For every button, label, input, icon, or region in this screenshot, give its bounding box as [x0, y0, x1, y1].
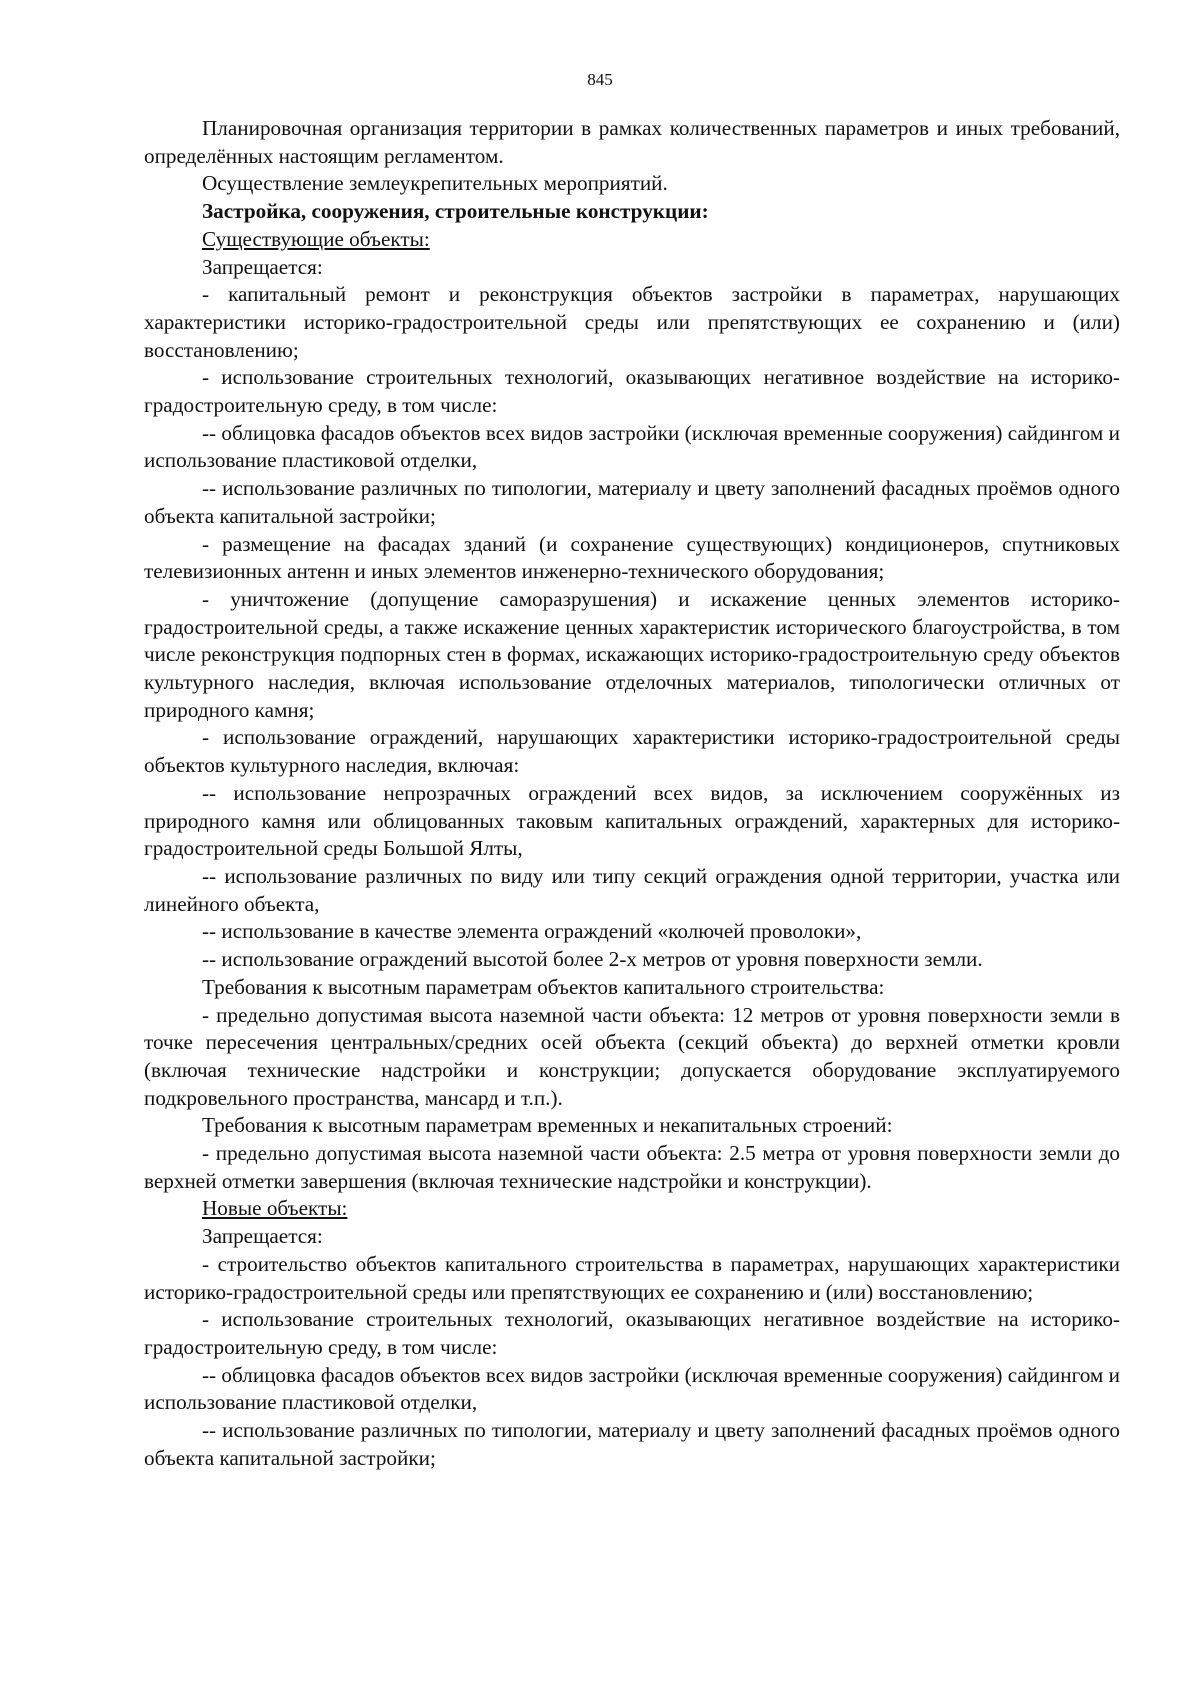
paragraph: Требования к высотным параметрам объектов капитального строительства: [202, 974, 885, 999]
paragraph: Запрещается: [202, 1224, 323, 1249]
list-item: -- облицовка фасадов объектов всех видов застройки (исключая временные сооружения) сайдингом и использование пластиковой отделки, [144, 420, 1120, 473]
list-item: -- использование различных по виду или типу секций ограждения одной территории, участка или линейного объекта, [144, 863, 1120, 916]
paragraph: Осуществление землеукрепительных мероприятий. [202, 171, 668, 196]
list-item: - капитальный ремонт и реконструкция объектов застройки в параметрах, нарушающих характеристики историко-градостроительной среды или препятствующих ее сохранению и (или) восстановлению; [144, 282, 1120, 362]
paragraph: Запрещается: [202, 254, 323, 279]
page-number: 845 [587, 70, 613, 89]
subheading-new-objects: Новые объекты: [202, 1196, 348, 1221]
list-item: -- использование непрозрачных ограждений всех видов, за исключением сооружённых из природного камня или облицованных таковым капитальных ограждений, характерных для историко-градостроительной среды Большой Ялты, [144, 780, 1120, 861]
list-item: - уничтожение (допущение саморазрушения) и искажение ценных элементов историко-градостроительной среды, а также искажение ценных характеристик исторического благоустройства, в том числе реконструкция подпорных стен в формах, искажающих историко-градостроительную среду объектов культурного наследия, включая использование отделочных материалов, типологически отличных от природного камня; [144, 586, 1120, 722]
list-item: - предельно допустимая высота наземной части объекта: 12 метров от уровня поверхности земли в точке пересечения центральных/средних осей объекта (секций объекта) до верхней отметки кровли (включая технические надстройки и конструкции; допускается оборудование эксплуатируемого подкровельного пространства, мансард и т.п.). [144, 1002, 1120, 1110]
list-item: -- использование ограждений высотой более 2-х метров от уровня поверхности земли. [202, 947, 983, 972]
section-heading: Застройка, сооружения, строительные конструкции: [202, 199, 709, 224]
document-body [144, 115, 1120, 1472]
list-item: - использование строительных технологий, оказывающих негативное воздействие на историко-градостроительную среду, в том числе: [144, 365, 1120, 418]
list-item: -- использование в качестве элемента ограждений «колючей проволоки», [202, 919, 862, 944]
subheading-existing-objects: Существующие объекты: [202, 226, 430, 251]
paragraph: Требования к высотным параметрам временных и некапитальных строений: [202, 1113, 893, 1138]
list-item: - размещение на фасадах зданий (и сохранение существующих) кондиционеров, спутниковых телевизионных антенн и иных элементов инженерно-технического оборудования; [144, 531, 1120, 584]
list-item: - строительство объектов капитального строительства в параметрах, нарушающих характеристики историко-градостроительной среды или препятствующих ее сохранению и (или) восстановлению; [144, 1251, 1120, 1304]
list-item: -- облицовка фасадов объектов всех видов застройки (исключая временные сооружения) сайдингом и использование пластиковой отделки, [144, 1362, 1120, 1415]
list-item: -- использование различных по типологии, материалу и цвету заполнений фасадных проёмов одного объекта капитальной застройки; [144, 476, 1120, 528]
paragraph: Планировочная организация территории в рамках количественных параметров и иных требований, определённых настоящим регламентом. [144, 116, 1120, 168]
list-item: - использование ограждений, нарушающих характеристики историко-градостроительной среды объектов культурного наследия, включая: [144, 725, 1120, 778]
list-item: - использование строительных технологий, оказывающих негативное воздействие на историко-градостроительную среду, в том числе: [144, 1307, 1120, 1359]
list-item: - предельно допустимая высота наземной части объекта: 2.5 метра от уровня поверхности земли до верхней отметки завершения (включая технические надстройки и конструкции). [144, 1141, 1120, 1193]
list-item: -- использование различных по типологии, материалу и цвету заполнений фасадных проёмов одного объекта капитальной застройки; [144, 1418, 1120, 1470]
